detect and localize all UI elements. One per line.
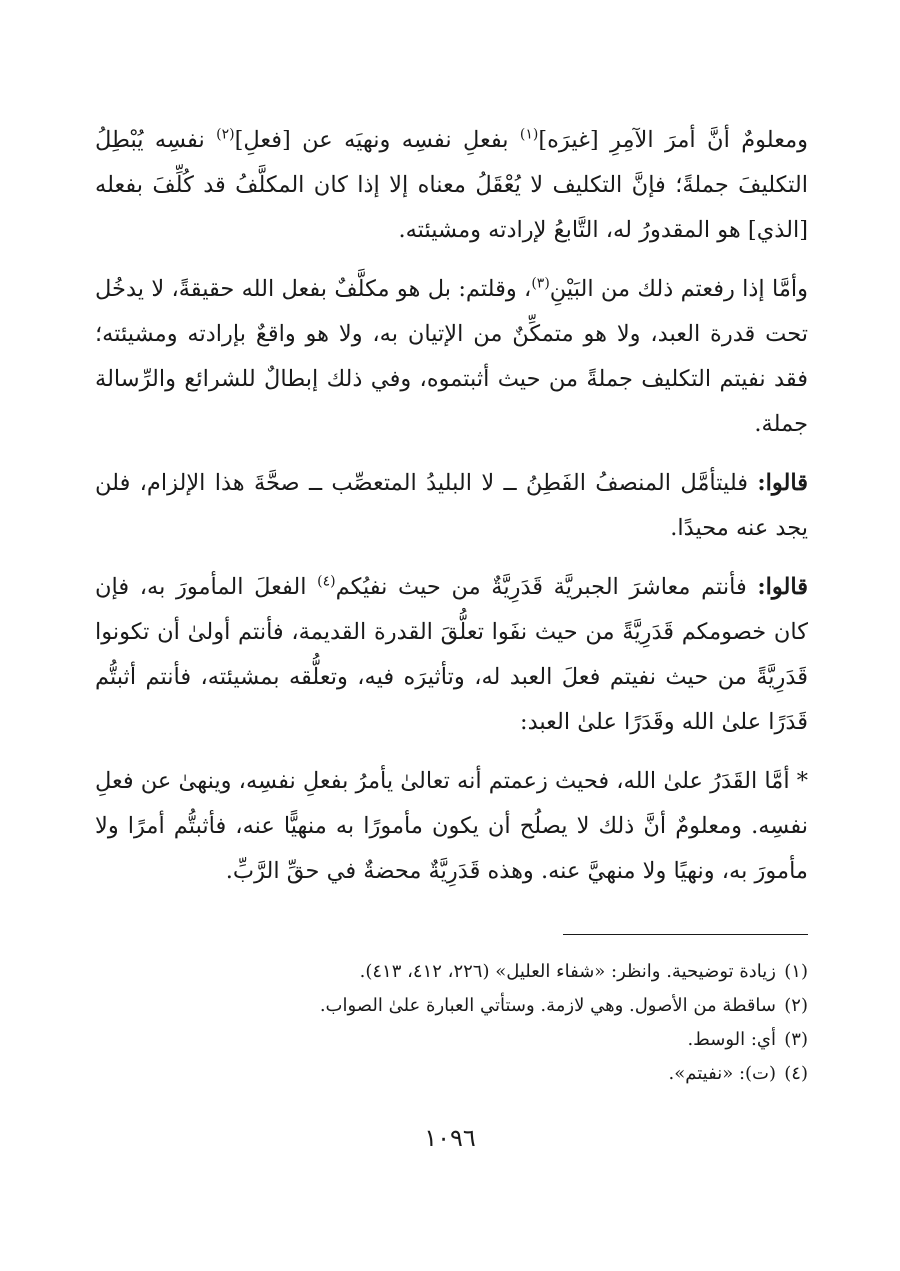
body-text bbox=[95, 118, 808, 894]
paragraph-text: ومعلومٌ أنَّ أمرَ الآمِرِ [غيرَه] bbox=[538, 127, 808, 153]
footnote-text: أي: الوسط. bbox=[687, 1029, 776, 1050]
paragraph-text: * أمَّا القَدَرُ علىٰ الله، فحيث زعمتم أنه تعالىٰ يأمرُ بفعلِ نفسِه، وينهىٰ عن فعلِ نفسِه. ومعلومٌ أنَّ ذلك لا يصلُح أن يكون مأمورًا به منهيًّا عنه، فأثبتُّم أمرًا ولا مأمورَ به، ونهيًا ولا منهيَّ عنه. وهذه قَدَرِيَّةٌ محضةٌ في حقِّ الرَّبِّ. bbox=[94, 768, 808, 884]
footnote-number: (١) bbox=[784, 961, 808, 982]
paragraph-p1 bbox=[95, 118, 808, 253]
footnote-number: (٣) bbox=[784, 1029, 808, 1050]
paragraph-text: بفعلِ نفسِه ونهيَه عن [فعلِ] bbox=[234, 127, 520, 153]
footnote-reference: (١) bbox=[519, 126, 539, 143]
paragraph-p2 bbox=[95, 267, 808, 447]
footnote-text: ساقطة من الأصول. وهي لازمة. وستأتي العبارة علىٰ الصواب. bbox=[319, 995, 776, 1016]
footnotes bbox=[95, 955, 808, 1091]
speaker-label: قالوا: bbox=[757, 574, 809, 600]
paragraph-text: وأمَّا إذا رفعتم ذلك من البَيْنِ bbox=[549, 276, 808, 302]
footnote-item bbox=[95, 989, 808, 1023]
paragraph-text: فليتأمَّل المنصفُ الفَطِنُ ــ لا البليدُ المتعصِّب ــ صحَّةَ هذا الإلزام، فلن يجد عنه محيدًا. bbox=[95, 470, 808, 541]
paragraph-p5 bbox=[95, 759, 808, 894]
footnote-reference: (٣) bbox=[531, 275, 550, 292]
footnote-number: (٤) bbox=[784, 1063, 808, 1084]
speaker-label: قالوا: bbox=[757, 470, 808, 496]
paragraph-text: ، وقلتم: بل هو مكلَّفٌ بفعل الله حقيقةً، لا يدخُل تحت قدرة العبد، ولا هو متمكِّنٌ من الإتيان به، ولا هو واقعٌ بإرادته ومشيئته؛ فقد نفيتم التكليف جملةً من حيث أثبتموه، وفي ذلك إبطالٌ للشرائع والرِّسالة جملة. bbox=[95, 276, 808, 437]
paragraph-text: نفسِه يُبْطِلُ التكليفَ جملةً؛ فإنَّ التكليف لا يُعْقَلُ معناه إلا إذا كان المكلَّفُ قد كُلِّفَ بفعله [الذي] هو المقدورُ له، التَّابعُ لإرادته ومشيئته. bbox=[95, 127, 808, 243]
footnote-number: (٢) bbox=[784, 995, 808, 1016]
footnote-reference: (٤) bbox=[317, 573, 336, 590]
footnote-item bbox=[95, 1023, 808, 1057]
paragraph-text: فأنتم معاشرَ الجبريَّة قَدَرِيَّةٌ من حيث نفيُكم bbox=[335, 574, 758, 600]
page-number: ١٠٩٦ bbox=[424, 1124, 476, 1152]
footnote-item bbox=[95, 1057, 808, 1091]
footnote-text: (ت): «نفيتم». bbox=[668, 1063, 776, 1084]
paragraph-p3 bbox=[95, 461, 808, 551]
footnote-text: زيادة توضيحية. وانظر: «شفاء العليل» (٢٢٦، ٤١٢، ٤١٣). bbox=[359, 961, 776, 982]
paragraph-p4 bbox=[95, 565, 808, 745]
footnote-separator bbox=[563, 934, 808, 935]
footnote-reference: (٢) bbox=[216, 126, 235, 143]
paragraph-text: الفعلَ المأمورَ به، فإن كان خصومكم قَدَرِيَّةً من حيث نفَوا تعلُّقَ القدرة القديمة، فأنتم أولىٰ أن تكونوا قَدَرِيَّةً من حيث نفيتم فعلَ العبد له، وتأثيرَه فيه، وتعلُّقه بمشيئته، فأنتم أثبتُّم قَدَرًا علىٰ الله وقَدَرًا علىٰ العبد: bbox=[95, 574, 808, 735]
footnote-item bbox=[95, 955, 808, 989]
